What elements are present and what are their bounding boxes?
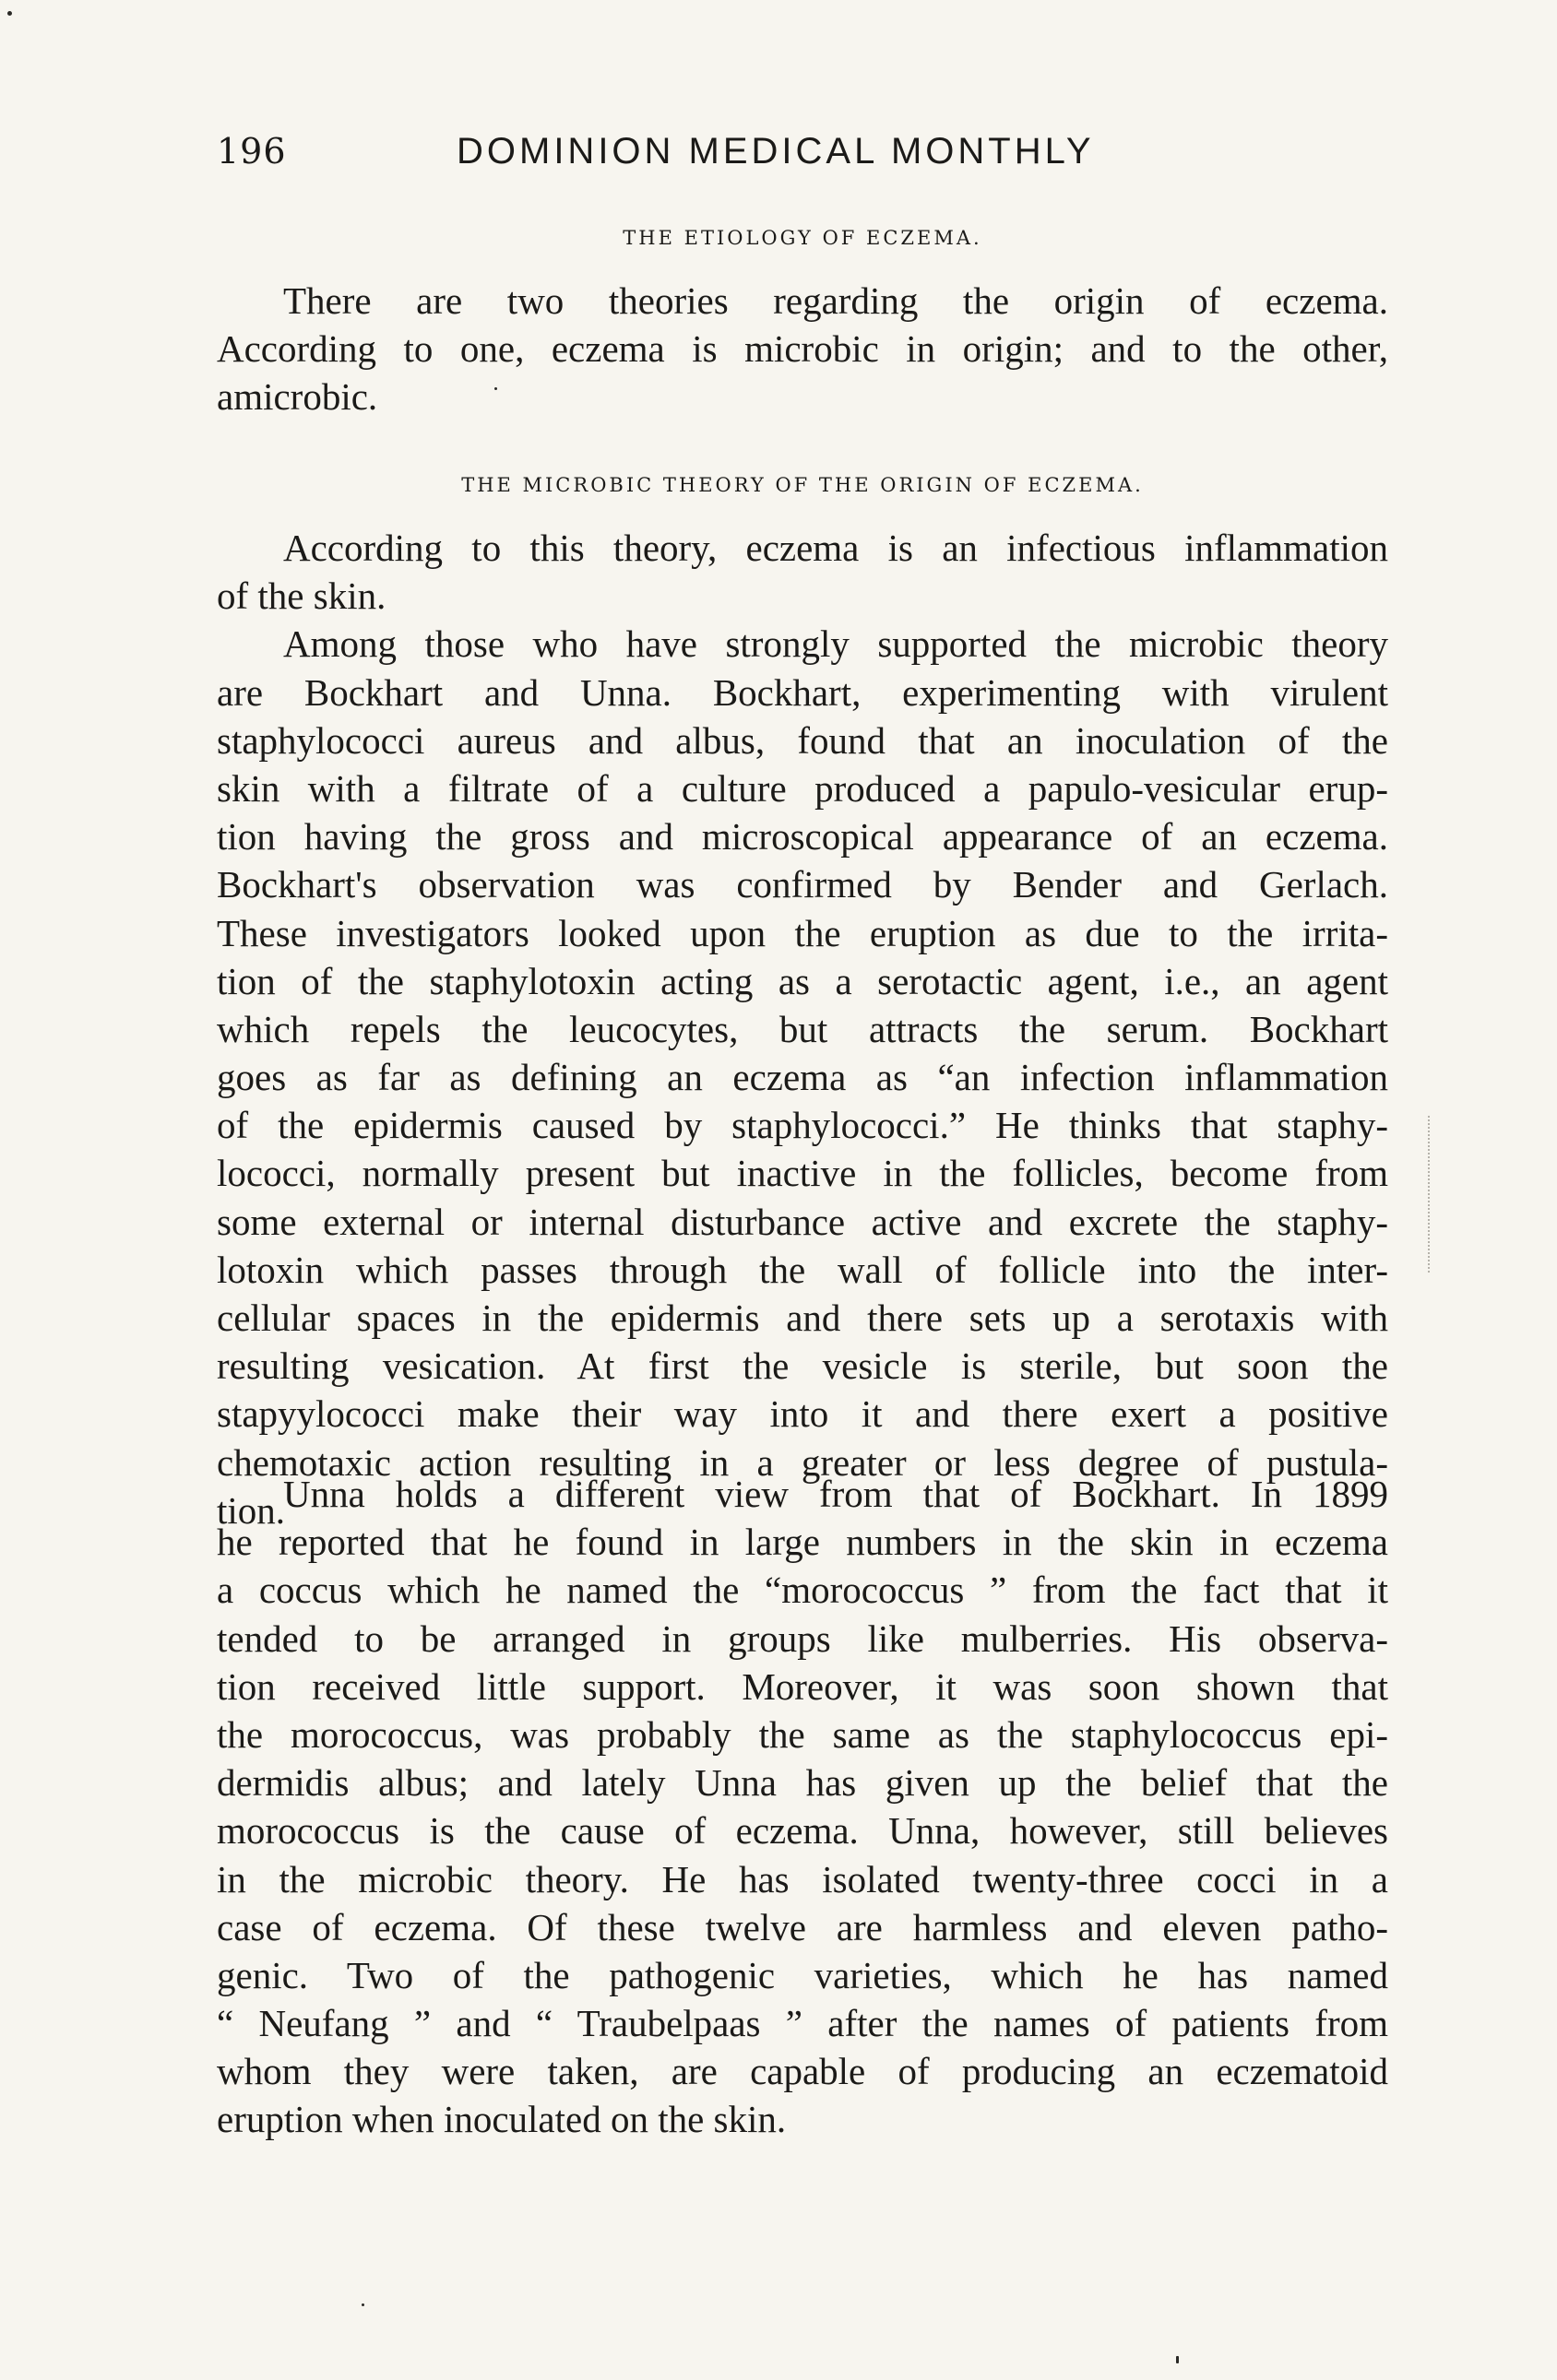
- text-line: of the skin.: [217, 574, 386, 618]
- text-line: a coccus which he named the “morococcus ” from the fact that it: [217, 1569, 1388, 1612]
- running-header: [217, 124, 1361, 179]
- text-line: According to one, eczema is microbic in origin; and to the other,: [217, 327, 1388, 371]
- section-heading-etiology: THE ETIOLOGY OF ECZEMA.: [623, 227, 982, 249]
- journal-title: DOMINION MEDICAL MONTHLY: [457, 131, 1095, 172]
- text-line: Bockhart's observation was confirmed by Bender and Gerlach.: [217, 863, 1388, 906]
- text-line: tion having the gross and microscopical appearance of an eczema.: [217, 815, 1388, 858]
- text-line: are Bockhart and Unna. Bockhart, experimenting with virulent: [217, 670, 1388, 714]
- text-line: chemotaxic action resulting in a greater or less degree of pustula-: [217, 1440, 1388, 1484]
- text-line: eruption when inoculated on the skin.: [217, 2098, 787, 2141]
- text-line: These investigators looked upon the eruption as due to the irrita-: [217, 911, 1388, 954]
- text-line: morococcus is the cause of eczema. Unna, however, still believes: [217, 1809, 1388, 1853]
- page-number: 196: [217, 131, 287, 172]
- section-heading-microbic-theory: THE MICROBIC THEORY OF THE ORIGIN OF ECZEMA.: [461, 474, 1144, 496]
- paragraphs-microbic-theory: [217, 524, 1388, 1534]
- text-line: some external or internal disturbance active and excrete the staphy-: [217, 1200, 1388, 1243]
- text-line: of the epidermis caused by staphylococci.” He thinks that staphy-: [217, 1104, 1388, 1147]
- scan-speck: [7, 11, 12, 16]
- text-line: he reported that he found in large numbers in the skin in eczema: [217, 1521, 1388, 1564]
- text-line: lotoxin which passes through the wall of follicle into the inter-: [217, 1248, 1388, 1291]
- text-line: dermidis albus; and lately Unna has given up the belief that the: [217, 1761, 1388, 1805]
- scan-speck: [494, 387, 497, 390]
- text-line: Among those who have strongly supported the microbic theory: [283, 622, 1388, 666]
- text-line: tion of the staphylotoxin acting as a serotactic agent, i.e., an agent: [217, 959, 1388, 1002]
- paragraph-theories: [217, 277, 1388, 421]
- text-line: staphylococci aureus and albus, found that an inoculation of the: [217, 718, 1388, 762]
- text-line: There are two theories regarding the origin of eczema.: [283, 279, 1388, 322]
- text-line: the morococcus, was probably the same as the staphylococcus epi-: [217, 1712, 1388, 1756]
- text-line: tion received little support. Moreover, it was soon shown that: [217, 1664, 1388, 1708]
- text-line: whom they were taken, are capable of producing an eczematoid: [217, 2050, 1388, 2093]
- text-line: resulting vesication. At first the vesicle is sterile, but soon the: [217, 1344, 1388, 1388]
- text-line: stapyylococci make their way into it and there exert a positive: [217, 1392, 1388, 1436]
- text-line: tion.: [217, 1488, 286, 1532]
- text-line: “ Neufang ” and “ Traubelpaas ” after the names of patients from: [217, 2002, 1388, 2045]
- text-line: skin with a filtrate of a culture produced a papulo-vesicular erup-: [217, 766, 1388, 810]
- scan-speck: [362, 2303, 364, 2306]
- text-line: amicrobic.: [217, 375, 378, 419]
- paragraph-unna: [217, 1470, 1388, 2144]
- text-line: genic. Two of the pathogenic varieties, which he has named: [217, 1953, 1388, 1996]
- text-line: According to this theory, eczema is an infectious inflammation: [283, 527, 1388, 569]
- text-line: in the microbic theory. He has isolated twenty-three cocci in a: [217, 1857, 1388, 1900]
- text-line: cellular spaces in the epidermis and there sets up a serotaxis with: [217, 1297, 1388, 1339]
- text-line: which repels the leucocytes, but attracts the serum. Bockhart: [217, 1007, 1388, 1050]
- margin-scan-mark: [1428, 1116, 1435, 1273]
- text-line: lococci, normally present but inactive in the follicles, become from: [217, 1152, 1388, 1195]
- text-line: case of eczema. Of these twelve are harmless and eleven patho-: [217, 1905, 1388, 1948]
- text-line: Unna holds a different view from that of Bockhart. In 1899: [283, 1473, 1388, 1515]
- text-line: goes as far as defining an eczema as “an infection inflammation: [217, 1056, 1388, 1099]
- scan-speck: [1176, 2356, 1179, 2363]
- text-line: tended to be arranged in groups like mulberries. His observa-: [217, 1616, 1388, 1660]
